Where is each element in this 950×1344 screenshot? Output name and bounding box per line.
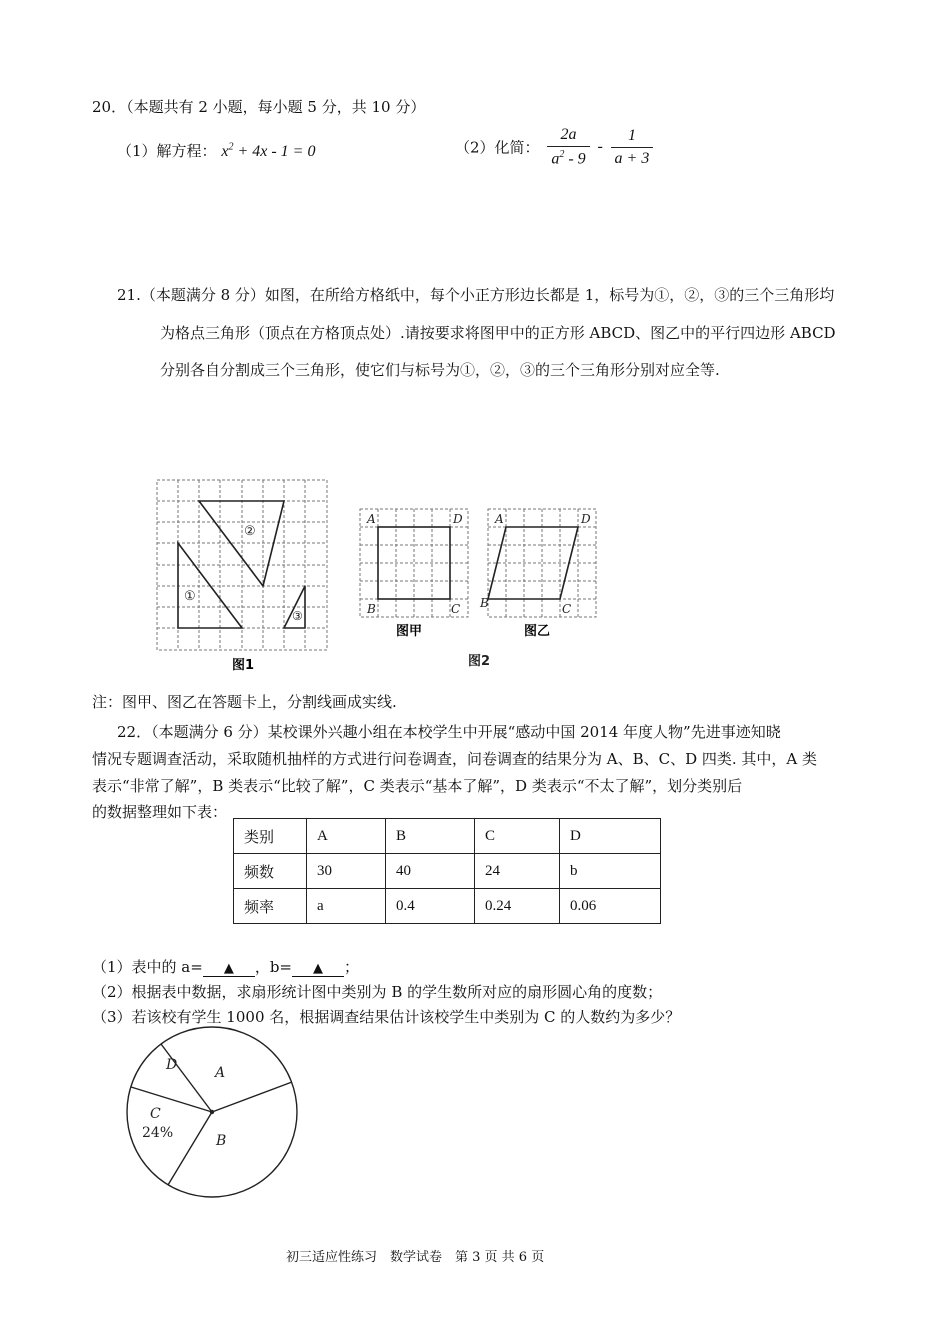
table-cell: 24 [475, 854, 560, 889]
frequency-table [233, 818, 661, 924]
table-row [234, 819, 661, 854]
q20-part2 [455, 126, 656, 168]
table-cell: a [307, 889, 386, 924]
q22-line3: 表示“非常了解”，B 类表示“比较了解”，C 类表示“基本了解”，D 类表示“不太了解”，划分类别后 [92, 777, 743, 795]
figure-2-caption: 图2 [468, 654, 491, 669]
table-cell: D [560, 819, 661, 854]
triangle-2-label: ② [244, 524, 256, 539]
q22-line1: 22．（本题满分 6 分）某校课外兴趣小组在本校学生中开展“感动中国 2014 年度人物”先进事迹知晓 [117, 723, 781, 741]
q22-line2: 情况专题调查活动，采取随机抽样的方式进行问卷调查，问卷调查的结果分为 A、B、C、D 四类. 其中，A 类 [92, 750, 818, 768]
figure-yi-caption: 图乙 [524, 624, 551, 639]
q20-part1 [117, 140, 315, 161]
pie-divider-b-a [212, 1082, 292, 1112]
answer-blank-a[interactable]: ▲ [203, 961, 255, 977]
table-cell: C [475, 819, 560, 854]
pie-label-a: A [215, 1065, 226, 1081]
table-cell: 类别 [234, 819, 307, 854]
pie-divider-d-c [131, 1087, 212, 1112]
figure-1-caption: 图1 [232, 658, 255, 673]
page-footer: 初三适应性练习 数学试卷 第 3 页 共 6 页 [286, 1250, 545, 1265]
q22-line4: 的数据整理如下表： [92, 803, 228, 821]
jia-label-c: C [451, 602, 461, 616]
pie-label-c: C [150, 1106, 161, 1122]
jia-label-d: D [453, 512, 463, 526]
q21-line3: 分别各自分割成三个三角形，使它们与标号为①，②，③的三个三角形分别对应全等. [160, 361, 720, 379]
q20-minus: - [597, 138, 603, 156]
pie-center [210, 1110, 214, 1114]
table-row [234, 854, 661, 889]
figure-yi [480, 505, 602, 645]
table-cell: 0.06 [560, 889, 661, 924]
q20-fraction-1: $\frac{2a}{a^2 - 9}$ [547, 126, 589, 168]
table-row [234, 889, 661, 924]
yi-label-d: D [581, 512, 591, 526]
figure-jia-caption: 图甲 [396, 624, 423, 639]
square-abcd [378, 527, 450, 599]
q21-line2: 为格点三角形（顶点在方格顶点处）.请按要求将图甲中的正方形 ABCD、图乙中的平行四边形 ABCD [160, 324, 836, 342]
answer-blank-b[interactable]: ▲ [292, 961, 344, 977]
q20-part2-label: （2）化简： [455, 138, 540, 157]
table-cell: 40 [386, 854, 475, 889]
table-cell: 0.4 [386, 889, 475, 924]
q21-line1: 21.（本题满分 8 分）如图，在所给方格纸中，每个小正方形边长都是 1，标号为①，②，③的三个三角形均 [117, 286, 835, 304]
q21-note: 注：图甲、图乙在答题卡上，分割线画成实线. [92, 693, 397, 711]
q20-part1-label: （1）解方程： [117, 142, 217, 160]
q20-heading: 20．（本题共有 2 小题，每小题 5 分，共 10 分） [92, 98, 426, 116]
yi-label-b: B [480, 596, 489, 610]
triangle-2 [199, 501, 284, 586]
table-cell: 0.24 [475, 889, 560, 924]
jia-label-a: A [367, 512, 376, 526]
pie-label-d: D [166, 1057, 178, 1073]
table-cell: A [307, 819, 386, 854]
q22-sub3: （3）若该校有学生 1000 名，根据调查结果估计该校学生中类别为 C 的人数约为多少？ [92, 1008, 681, 1026]
jia-label-b: B [367, 602, 376, 616]
pie-label-c-percent: 24% [142, 1125, 174, 1141]
triangle-1-label: ① [184, 589, 196, 604]
figure-jia [356, 505, 474, 645]
table-cell: 频率 [234, 889, 307, 924]
q22-sub1: （1）表中的 a= ▲ ，b= ▲ ； [92, 958, 360, 976]
triangle-3-label: ③ [292, 609, 303, 623]
pie-chart [120, 1025, 305, 1205]
pie-label-b: B [216, 1133, 227, 1149]
yi-label-a: A [495, 512, 504, 526]
table-cell: 30 [307, 854, 386, 889]
table-cell: 频数 [234, 854, 307, 889]
table-cell: b [560, 854, 661, 889]
table-cell: B [386, 819, 475, 854]
pie-divider-a-d [161, 1044, 212, 1112]
figure-1 [152, 475, 332, 675]
q20-equation: $x^2 + 4x - 1 = 0$ [221, 141, 316, 160]
pie-divider-c-b [168, 1112, 212, 1185]
q22-sub2: （2）根据表中数据，求扇形统计图中类别为 B 的学生数所对应的扇形圆心角的度数； [92, 983, 663, 1001]
q20-fraction-2: $\frac{1}{a + 3}$ [611, 127, 654, 168]
yi-label-c: C [562, 602, 572, 616]
